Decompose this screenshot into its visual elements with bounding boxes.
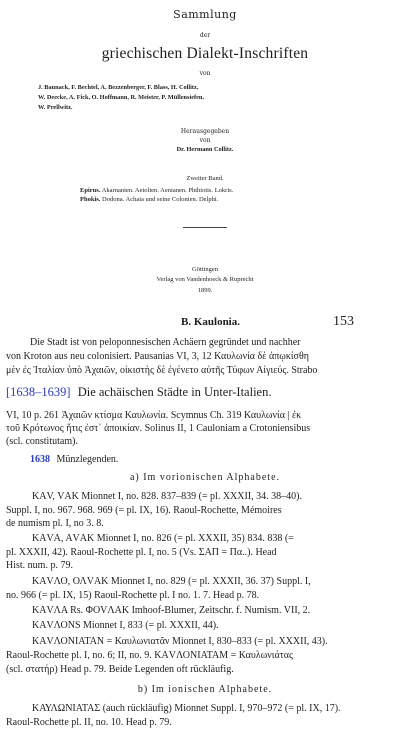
publisher-name: Verlag von Vandenhoeck & Ruprecht: [156, 276, 254, 283]
contents-text-2: Dodona. Achaia und seine Colonien. Delphi.: [102, 196, 219, 203]
der-label: der: [199, 32, 211, 39]
a-line-5: pl. XXXII, 42). Raoul-Rochette pl. I, no. 5 (Vs. ΣΑΠ = Πα..). Head: [6, 547, 277, 558]
a-line-8: no. 966 (= pl. IX, 15) Raoul-Rochette pl. I no. 1. 7. Head p. 78.: [6, 590, 260, 601]
authors-line-1: J. Baunack, F. Bechtel, A. Bezzenberger, F. Blass, H. Collitz,: [38, 84, 199, 91]
a-line-6: Hist. num. p. 79.: [6, 560, 73, 571]
source-line-1: VI, 10 p. 261 Ἀχαιῶν κτίσμα Καυλωνία. Scymnus Ch. 319 Καυλωνία | ἐκ: [6, 410, 302, 421]
editor-name: Dr. Hermann Collitz.: [176, 146, 234, 153]
range-heading: [6, 385, 271, 400]
contents-line-1: [80, 187, 233, 194]
contents-label-epirus: Epirus.: [80, 187, 101, 194]
source-line-3: (scl. constitutam).: [6, 436, 78, 447]
entry-title: Münzlegenden.: [56, 454, 119, 465]
a-line-9: ΚΑVΛΑ Rs. ΦΟVΛΑΚ Imhoof-Blumer, Zeitschr. f. Numism. VII, 2.: [32, 605, 311, 616]
a-line-10: ΚΑVΛΟΝS Mionnet I, 833 (= pl. XXXII, 44).: [32, 620, 219, 631]
herausgegeben-label: Herausgegeben: [180, 128, 230, 135]
a-line-3: de numism pl. I, no 3. 8.: [6, 518, 104, 529]
publication-year: 1899.: [197, 287, 213, 294]
a-line-4: ΚΑVΑ, ΑVΑΚ Mionnet I, no. 826 (= pl. XXXII, 35) 834. 838 (=: [32, 533, 294, 544]
a-line-11: ΚΑVΛΟΝΙΑΤΑΝ = Καυλωνιατᾶν Mionnet I, 830–833 (= pl. XXXII, 43).: [32, 636, 328, 647]
von-label-2: von: [199, 137, 211, 144]
page-number: 153: [333, 314, 354, 329]
intro-line-2: von Kroton aus neu colonisiert. Pausanias VI, 3, 12 Καυλωνία δὲ ἀπῳκίσθη: [6, 351, 309, 362]
publication-place: Göttingen: [192, 266, 218, 273]
intro-line-3: μὲν ἐς Ἰταλίαν ὑπὸ Ἀχαιῶν, οἰκιστὴς δὲ ἐγένετο αὐτῆς Τύφων Αἰγιεύς. Strabo: [6, 365, 318, 376]
a-line-7: ΚΑVΛΟ, ΟΛVΑΚ Mionnet I, no. 829 (= pl. XXXII, 36. 37) Suppl. I,: [32, 576, 311, 587]
title-divider: [183, 227, 227, 228]
b-line-1: ΚΑΥΛΩΝΙΑΤΑΣ (auch rückläufig) Mionnet Suppl. I, 970–972 (= pl. IX, 17).: [32, 703, 341, 714]
subsection-a-heading: a) Im vorionischen Alphabete.: [129, 472, 281, 483]
contents-text-1: Akarnanien. Aetolien. Aenianen. Phthiotis. Lokris.: [101, 187, 234, 194]
contents-label-phokis: Phokis.: [80, 196, 101, 203]
intro-line-1: Die Stadt ist von peloponnesischen Achäern gegründet und nachher: [30, 337, 301, 348]
range-text: Die achäischen Städte in Unter-Italien.: [77, 385, 272, 399]
subsection-b-heading: b) Im ionischen Alphabete.: [137, 684, 273, 695]
source-line-2: τοῦ Κρότωνος ἥτις ἐστ᾽ ἀποικίαν. Solinus II, 1 Cauloniam a Crotoniensibus: [6, 423, 311, 434]
authors-line-3: W. Prellwitz.: [38, 104, 73, 111]
entry-number: 1638: [30, 454, 50, 465]
authors-line-2: W. Deecke, A. Fick, O. Hoffmann, R. Meister, P. Müllensiefen,: [38, 94, 204, 101]
a-line-2: Suppl. I, no. 967. 968. 969 (= pl. IX, 16). Raoul-Rochette, Mémoires: [6, 505, 282, 516]
collection-title: Sammlung: [173, 8, 237, 21]
entry-heading: [30, 454, 118, 465]
volume-label: Zweiter Band.: [186, 175, 224, 182]
main-title: griechischen Dialekt-Inschriften: [101, 45, 309, 62]
b-line-2: Raoul-Rochette pl. II, no. 10. Head p. 79.: [6, 717, 172, 728]
a-line-12: Raoul-Rochette pl. I, no. 6; II, no. 9. ΚΑVΛΟΝΙΑΤΑΜ = Καυλωνιάτας: [6, 650, 293, 661]
range-label: [1638–1639]: [6, 385, 71, 399]
contents-line-2: [80, 196, 218, 203]
a-line-13: (scl. στατήρ) Head p. 79. Beide Legenden oft rückläufig.: [6, 664, 234, 675]
a-line-1: ΚΑV, VΑΚ Mionnet I, no. 828. 837–839 (= pl. XXXII, 34. 38–40).: [32, 491, 302, 502]
von-label: von: [199, 70, 211, 77]
section-heading: B. Kaulonia.: [181, 316, 240, 328]
